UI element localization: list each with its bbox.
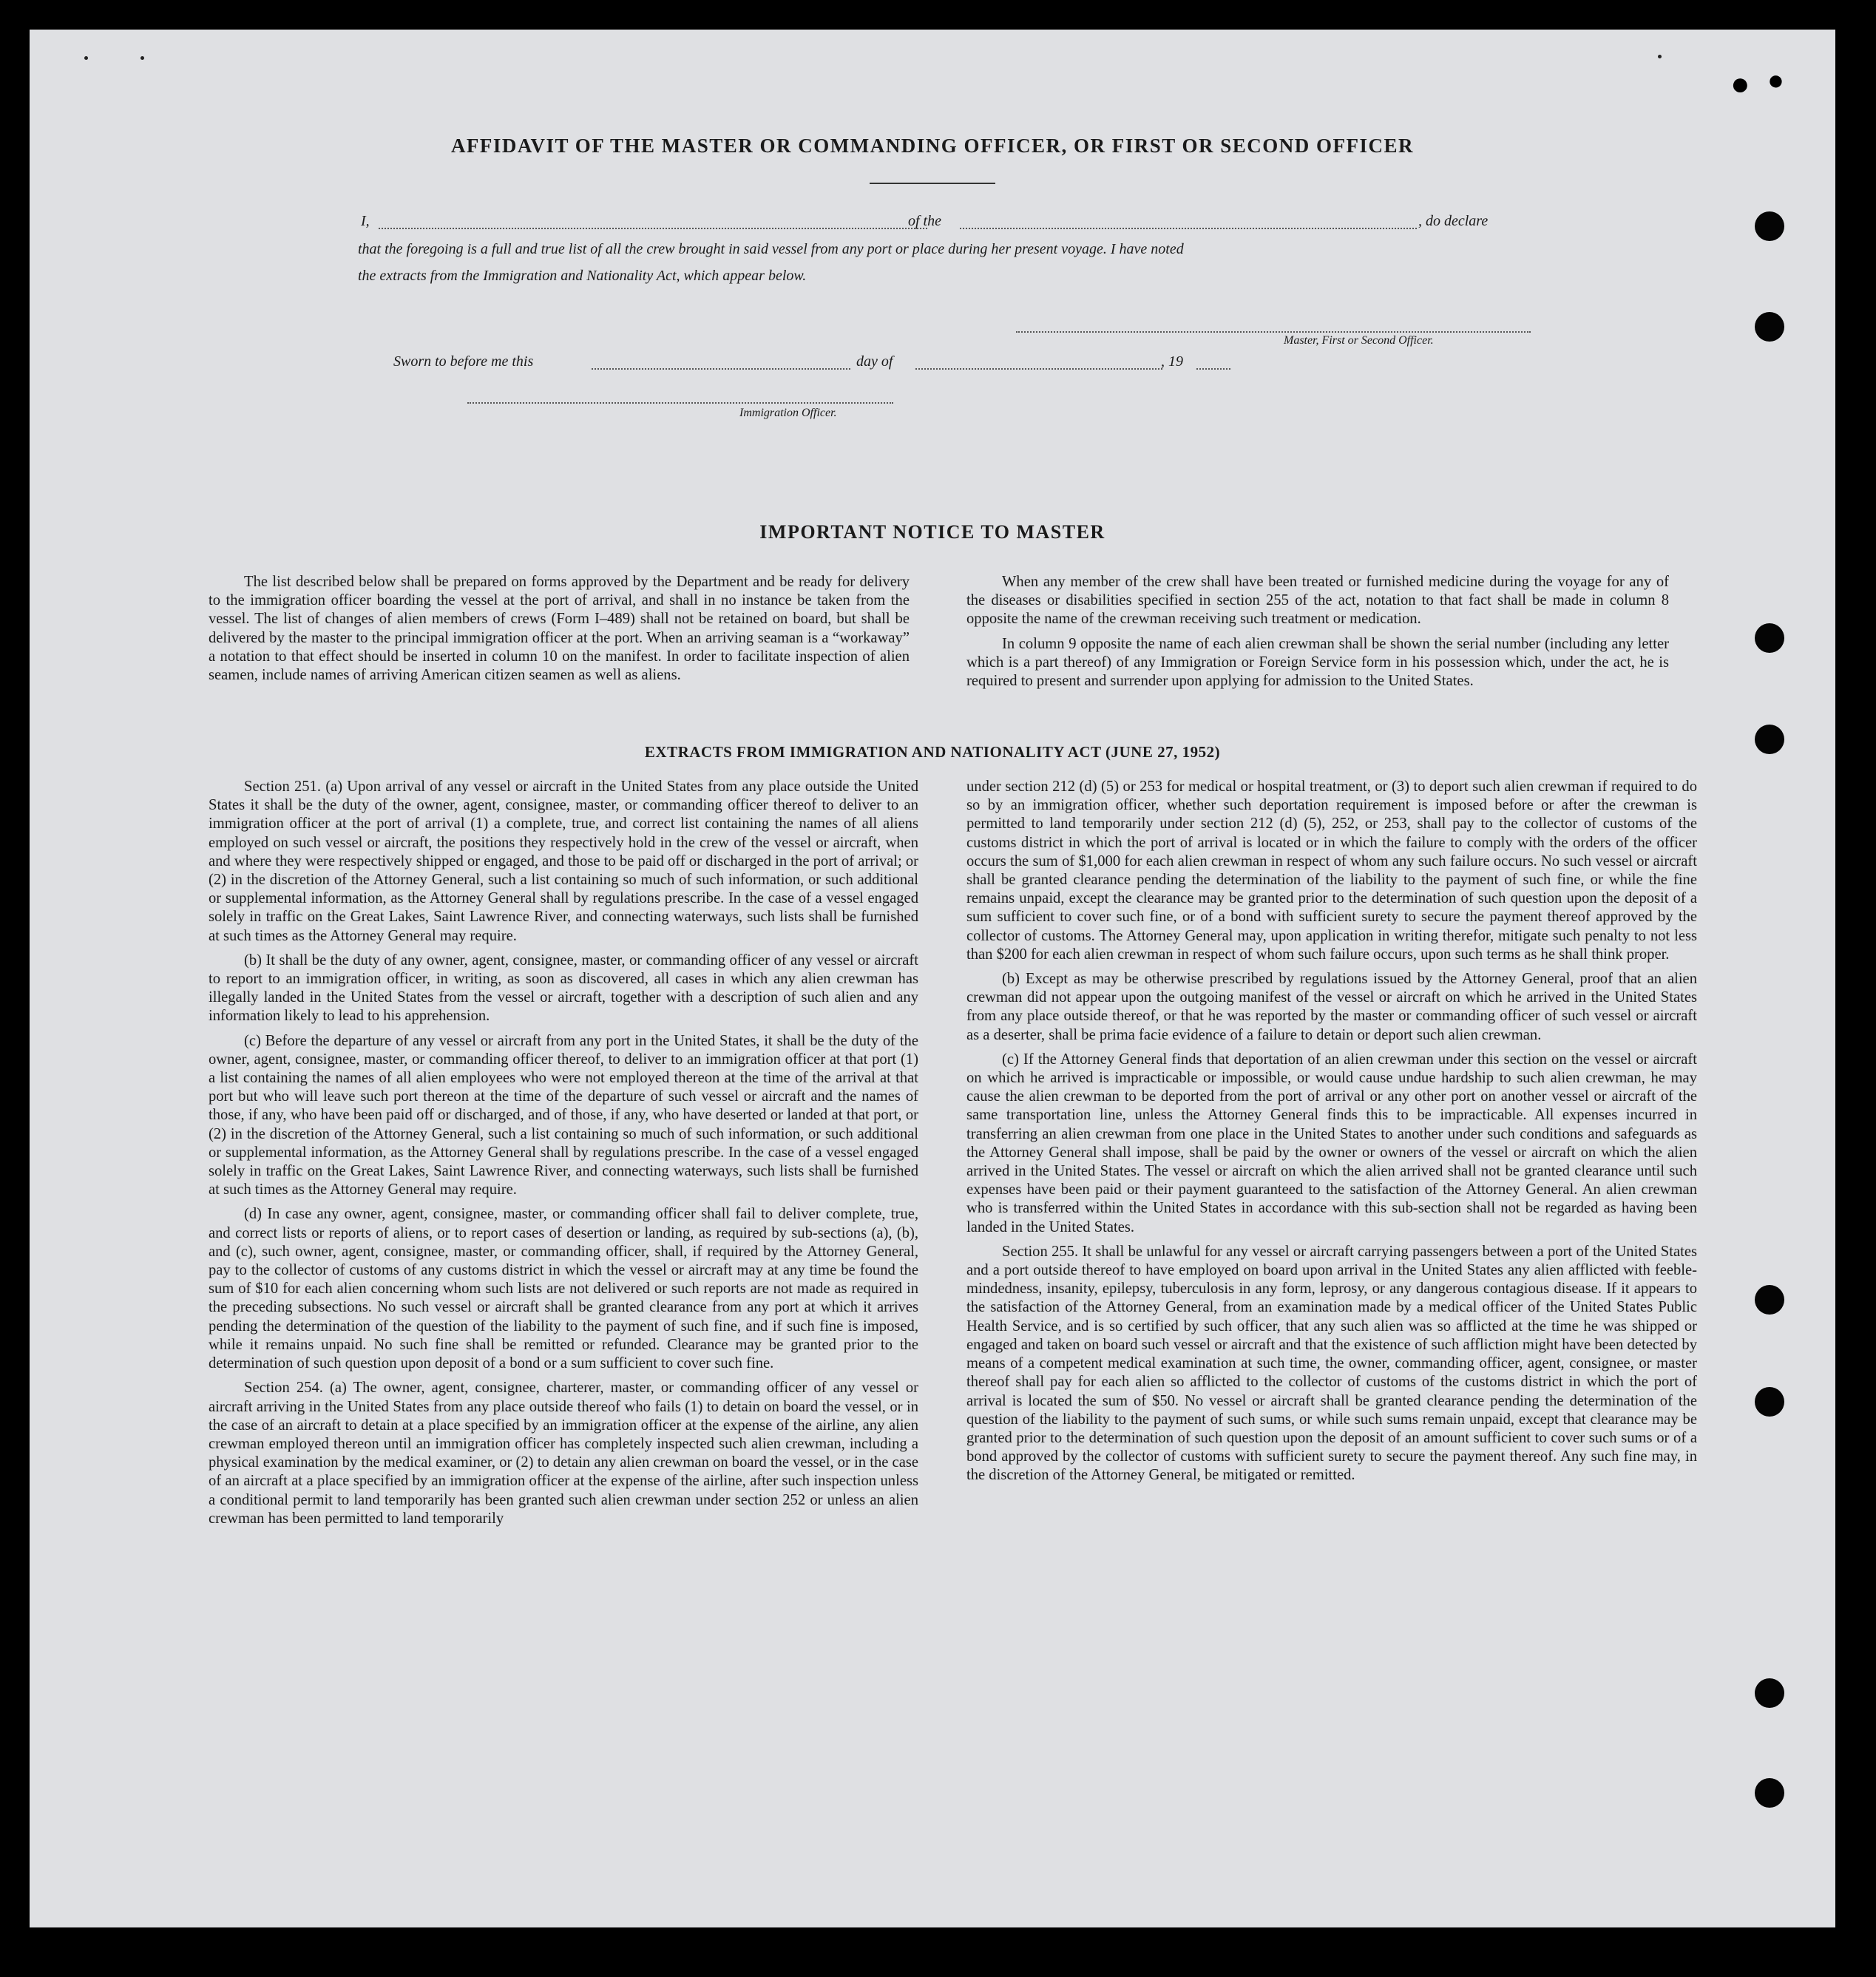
extract-paragraph: (d) In case any owner, agent, consignee, master, or commanding officer shall fail to deliver complete, true, and correct lists or reports of aliens, or to report cases of desertion or landing, as required by sub-sections (a), (b), and (c), such owner, agent, consignee, master, or commanding officer, shall, if required by the Attorney General, pay to the collector of customs of any customs district in which the vessel or aircraft may at any time be found the sum of $10 for each alien concerning whom such lists are not delivered or such reports are not made as required in the preceding subsections. No such vessel or aircraft shall be granted clearance from any port at which it arrives pending the determination of the question of the liability to the payment of such fine, and if such fine is imposed, while it remains unpaid. No such fine shall be remitted or refunded. Clearance may be granted prior to the determination of such question upon deposit of a bond or a sum sufficient to cover such fine. [209, 1206, 918, 1372]
vessel-line[interactable] [960, 228, 1417, 229]
punch-hole [1755, 623, 1784, 653]
speck [1658, 55, 1662, 58]
notice-right-paragraph-2: In column 9 opposite the name of each alien crewman shall be shown the serial number (including any letter which is a part thereof) of any Immigration or Foreign Service form in his possession which, under the act, he is required to present and surrender upon applying for admission to the United States. [966, 635, 1669, 690]
i-label: I, [361, 213, 370, 229]
punch-hole [1755, 312, 1784, 342]
notice-left-paragraph: The list described below shall be prepared on forms approved by the Department and be ready for delivery to the immigration officer boarding the vessel at the port of arrival, and shall in no instance be taken from the vessel. The list of changes of alien members of crews (Form I–489) shall not be retained on board, but shall be delivered by the master to the principal immigration officer at the port. When an arriving seaman is a “workaway” a notation to that effect should be inserted in column 10 on the manifest. In order to facilitate inspection of alien seamen, include names of arriving American citizen seamen as well as aliens. [209, 574, 910, 684]
extracts-title: EXTRACTS FROM IMMIGRATION AND NATIONALITY ACT (JUNE 27, 1952) [644, 743, 1221, 761]
extract-paragraph: (b) It shall be the duty of any owner, agent, consignee, master, or commanding officer of any vessel or aircraft to report to an immigration officer, in writing, as soon as discovered, all cases in which any alien crewman has illegally landed in the United States from the vessel or aircraft, together with a description of such alien and any information likely to lead to his apprehension. [209, 952, 918, 1025]
punch-hole [1755, 211, 1784, 241]
speck [84, 56, 88, 60]
punch-hole [1755, 1678, 1784, 1708]
punch-hole [1755, 1778, 1784, 1808]
notice-right-paragraph-1: When any member of the crew shall have been treated or furnished medicine during the voyage for any of the diseases or disabilities specified in section 255 of the act, notation to that fact shall be made in column 8 opposite the name of the crewman receiving such treatment or medication. [966, 574, 1669, 628]
extracts-left-column [209, 778, 918, 1534]
punch-hole [1755, 1387, 1784, 1417]
day-of-label: day of [856, 353, 893, 370]
affidavit-title: AFFIDAVIT OF THE MASTER OR COMMANDING OFFICER, OR FIRST OR SECOND OFFICER [450, 135, 1415, 157]
extract-paragraph: (c) If the Attorney General finds that deportation of an alien crewman under this section on the vessel or aircraft on which he arrived is impracticable or impossible, or would cause undue hardship to such alien crewman, he may cause the alien crewman to be deported from the port of arrival or any other port on another vessel or aircraft of the same transportation line, unless the Attorney General finds this to be impracticable. All expenses incurred in transferring an alien crewman from one place in the United States to another under such conditions and safeguards as the Attorney General shall impose, shall be paid by the owner or owners of the vessel or aircraft on which the alien arrived in the United States. The vessel or aircraft on which the alien arrived shall not be granted clearance until such expenses have been paid or their payment guaranteed to the satisfaction of the Attorney General. An alien crewman who is transferred within the United States in accordance with this sub-section shall not be regarded as having been landed in the United States. [966, 1051, 1697, 1235]
sworn-month-line[interactable] [915, 368, 1162, 370]
officer-signature-line[interactable] [467, 402, 893, 404]
affidavit-line-3: the extracts from the Immigration and Nationality Act, which appear below. [358, 268, 807, 284]
extract-paragraph: under section 212 (d) (5) or 253 for medical or hospital treatment, or (3) to deport such alien crewman if required to do so by an immigration officer, whether such deportation requirement is imposed before or after the crewman is permitted to land temporarily under section 212 (d) (5), 252, or 253, shall pay to the collector of customs of the customs district in which the port of arrival is located or in which the failure to comply with the orders of the officer occurs the sum of $1,000 for each alien crewman in respect of whom any such failure occurs. No such vessel or aircraft shall be granted clearance pending the determination of the liability to the payment of such fine, or while the fine remains unpaid, except the clearance may be granted prior to the determination of such question upon the deposit of a sum sufficient to cover such fine, or of a bond with sufficient surety to secure the payment thereof approved by the collector of customs. The Attorney General may, upon application in writing therefor, mitigate such penalty to not less than $200 for each alien crewman in respect of whom such failure occurs, upon such terms as he shall think proper. [966, 779, 1697, 963]
master-signature-line[interactable] [1016, 331, 1531, 333]
do-declare-label: , do declare [1418, 213, 1489, 229]
extracts-right-column [966, 778, 1697, 1491]
corner-mark: ● [1730, 66, 1750, 102]
sworn-day-line[interactable] [592, 368, 850, 370]
extract-paragraph: Section 255. It shall be unlawful for any vessel or aircraft carrying passengers between a port of the United States and a port outside thereof to have employed on board upon arrival in the United States any alien afflicted with feeble-mindedness, insanity, epilepsy, tuberculosis in any form, leprosy, or any dangerous contagious disease. If it appears to the satisfaction of the Attorney General, from an examination made by a medical officer of the United States Public Health Service, and is so certified by such officer, that any such alien was so afflicted at the time he was shipped or engaged and taken on board such vessel or aircraft and that the existence of such affliction might have been detected by means of a competent medical examination at such time, the owner, commanding officer, agent, consignee, or master thereof shall pay for each alien so afflicted to the collector of customs of the customs district in which the port of arrival is located the sum of $50. No vessel or aircraft shall be granted clearance pending the determination of the question of the liability to the payment of such sums, or while such sums remain unpaid, except that clearance may be granted prior to the determination of such question upon the deposit of an amount sufficient to cover such sums or of a bond approved by the collector of customs with sufficient surety to secure the payment thereof. Any such fine may, in the discretion of the Attorney General, be mitigated or remitted. [966, 1243, 1697, 1484]
extract-paragraph: (c) Before the departure of any vessel or aircraft from any port in the United States, it shall be the duty of the owner, agent, consignee, master, or commanding officer thereof, to deliver to an immigration officer at that port (1) a list containing the names of all alien employees who were not employed thereon at the time of the arrival at that port but who will leave such port thereon at the time of the departure of such vessel or aircraft and the names of those, if any, who have been paid off or discharged, and of those, if any, who have deserted or landed at that port, or (2) in the discretion of the Attorney General, such a list containing so much of such information, or such additional or supplemental information, as the Attorney General shall by regulations prescribe. In the case of a vessel engaged solely in traffic on the Great Lakes, Saint Lawrence River, and connecting waterways, such lists shall be furnished at such times as the Attorney General may require. [209, 1032, 918, 1198]
officer-signature-label: Immigration Officer. [739, 407, 837, 419]
year-label: , 19 [1161, 353, 1183, 370]
name-line[interactable] [379, 228, 927, 229]
of-the-label: of the [908, 213, 941, 229]
corner-mark: ● [1767, 65, 1784, 96]
affidavit-line-2: that the foregoing is a full and true list of all the crew brought in said vessel from any port or place during her present voyage. I have noted [358, 241, 1184, 257]
notice-right-column [966, 573, 1669, 696]
extract-paragraph: (b) Except as may be otherwise prescribed by regulations issued by the Attorney General, proof that an alien crewman did not appear upon the outgoing manifest of the vessel or aircraft on which he arrived in the United States from any place outside thereof, or that he was reported by the master or commanding officer of such vessel or aircraft as a deserter, shall be prima facie evidence of a failure to detain or deport such alien crewman. [966, 971, 1697, 1043]
extract-paragraph: Section 251. (a) Upon arrival of any vessel or aircraft in the United States from any place outside the United States it shall be the duty of the owner, agent, consignee, master, or commanding officer thereof to deliver to an immigration officer at the port of arrival (1) a complete, true, and correct list containing the names of all aliens employed on such vessel or aircraft, the positions they respectively hold in the crew of the vessel or aircraft, when and where they were respectively shipped or engaged, and those to be paid off or discharged in the port of arrival; or (2) in the discretion of the Attorney General, such a list containing so much of such information, or such additional or supplemental information, as the Attorney General shall by regulations prescribe. In the case of a vessel engaged solely in traffic on the Great Lakes, Saint Lawrence River, and connecting waterways, such lists shall be furnished at such times as the Attorney General may require. [209, 779, 918, 944]
sworn-label: Sworn to before me this [393, 353, 534, 370]
speck [140, 56, 144, 60]
title-rule [870, 183, 995, 184]
sworn-year-line[interactable] [1196, 368, 1230, 370]
extract-paragraph: Section 254. (a) The owner, agent, consignee, charterer, master, or commanding officer of any vessel or aircraft arriving in the United States from any place outside thereof who fails (1) to detain on board the vessel, or in the case of an aircraft to detain at a place specified by an immigration officer at the expense of the airline, any alien crewman employed thereon until an immigration officer has completely inspected such alien crewman, including a physical examination by the medical examiner, or (2) to detain any alien crewman on board the vessel, or in the case of an aircraft at a place specified by an immigration officer at the expense of the airline, after such inspection unless a conditional permit to land temporarily has been granted such alien crewman under section 252 or unless an alien crewman has been permitted to land temporarily [209, 1380, 918, 1527]
notice-title: IMPORTANT NOTICE TO MASTER [759, 521, 1105, 543]
document-page [30, 30, 1835, 1927]
notice-left-column [209, 573, 910, 691]
master-signature-label: Master, First or Second Officer. [1284, 334, 1434, 347]
punch-hole [1755, 1285, 1784, 1315]
